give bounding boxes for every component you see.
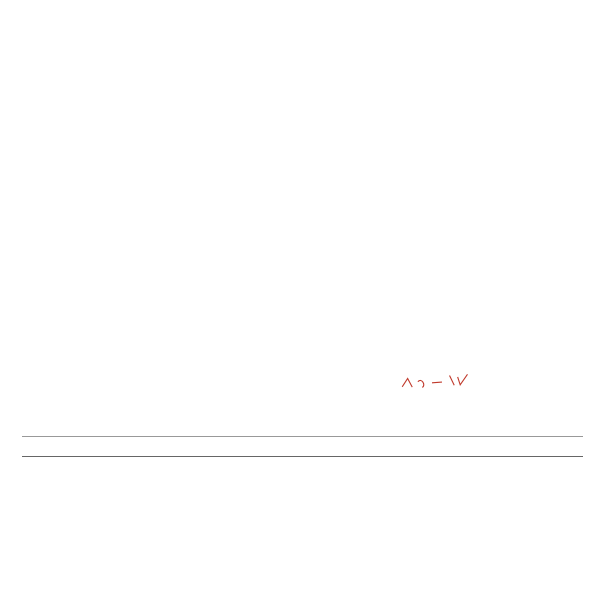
handwritten-signature-mark	[397, 369, 488, 396]
